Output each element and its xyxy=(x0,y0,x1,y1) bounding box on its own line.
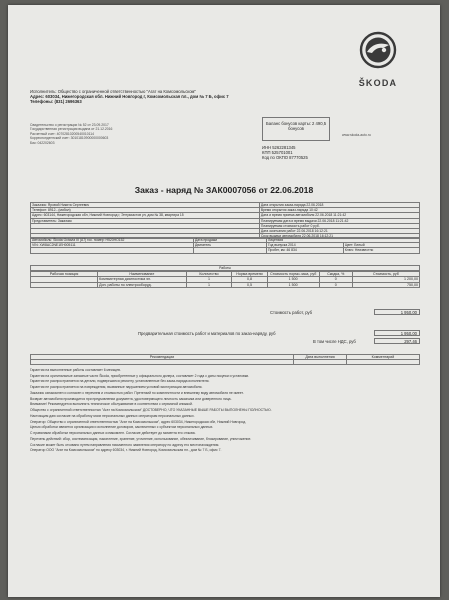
works-cell: Компьютерная диагностика эл. xyxy=(98,277,186,282)
order-title: Заказ - наряд № ЗАК0007056 от 22.06.2018 xyxy=(134,185,314,195)
terms-paragraph: Перечень действий: сбор, систематизация, накопление, хранение, уточнение, использование, обезличивание, блокирование, уничтожение. xyxy=(30,436,252,441)
executor-bank-block xyxy=(30,123,260,145)
registration-line-2: Государственная регистрация выдана от 21.12.2016 xyxy=(30,127,113,132)
works-cell: 750,00 xyxy=(352,282,419,287)
terms-paragraph: Гарантия на выполненные работы составляет 6 месяцев. xyxy=(30,368,121,372)
customer-info-cell: Телефон: 8912...(мобил) xyxy=(31,208,260,213)
order-info-cell: Срок выдачи автомобиля 22.06.2018 16:12:21 xyxy=(259,234,419,239)
vehicle-empty xyxy=(194,248,267,253)
works-cell: 0 xyxy=(319,277,352,282)
bik-code: Бик: 042202603 xyxy=(30,140,55,145)
kpp-line: КПП 525701001 xyxy=(262,150,293,156)
works-header-cell: Стоимость нормо-часа, руб xyxy=(267,272,319,277)
works-header-cell: Наименование xyxy=(98,272,186,277)
terms-paragraph: Возврат автомобиля производится при предъявлении документа, удостоверяющего личность заказчика или доверенного лица. xyxy=(30,396,232,401)
works-header-cell: Скидка, % xyxy=(319,272,352,277)
vat-value: 297,46 xyxy=(374,338,420,344)
terms-paragraph: Согласие может быть отозвано путем направления письменного заявления оператору по адресу его местонахождения. xyxy=(30,442,220,447)
works-cell: 1 500 xyxy=(267,282,319,287)
vehicle-sale-date: Дата продажи xyxy=(194,238,267,243)
ids-block xyxy=(262,145,382,161)
okpo-line: Код по ОКПО 87770525 xyxy=(262,155,308,161)
rec-cell xyxy=(347,360,420,365)
account-number: Расчетный счет: 40702810200540010114 xyxy=(30,131,95,136)
order-info-cell: Дата открытия заказ-наряда 22.06.2018 xyxy=(259,203,419,208)
registration-line: Свидетельство о регистрации № 52 от 23.09.2017 xyxy=(30,123,109,127)
inn-line: ИНН 5262281345 xyxy=(262,145,296,150)
vehicle-mileage: Пробег, км: 46 834 xyxy=(267,248,344,253)
pre-total-value: 1 950,00 xyxy=(374,330,420,336)
skoda-emblem-icon xyxy=(358,30,398,70)
pre-total-label: Предварительная стоимость работ и материалов по заказ-наряду, руб xyxy=(138,331,276,336)
works-cell: Доп. работы по электрооборуд. xyxy=(98,282,186,287)
executor-name: Исполнитель: Общество с ограниченной ответственностью "Агат на Комсомольском" xyxy=(30,89,196,94)
vat-label: В том числе НДС, руб xyxy=(313,339,356,344)
works-cell: 1 500 xyxy=(267,277,319,282)
rec-cell xyxy=(31,360,294,365)
order-info-cell: Время открытия заказ-наряда 10:42 xyxy=(259,208,419,213)
terms-paragraph: Гарантия на оригинальные запасные части Škoda, приобретенные у официального дилера, составляет 2 года с даты покупки и установки. xyxy=(30,373,250,378)
order-info-cell: Дата и время приема автомобиля 22.06.2018 11:21:42 xyxy=(259,213,419,218)
terms-paragraph: Оператор ООО "Агат на Комсомольском" по адресу 603034, г. Нижний Новгород, Комсомольская пл., дом № 7 Б, офис 7. xyxy=(30,448,222,453)
terms-paragraph: Внимание! Рекомендуется выполнять техническое обслуживание в соответствии с сервисной книжкой. xyxy=(30,402,193,407)
executor-block xyxy=(30,89,260,105)
customer-info-cell: Представитель: Заказчик xyxy=(31,218,260,223)
corr-account: Корреспондентский счет: 30101810900000000603 xyxy=(30,136,109,141)
terms-paragraph: С правилами обработки персональных данных ознакомлен. Согласие действует до момента его отзыва. xyxy=(30,431,196,436)
works-header-cell: Количество xyxy=(186,272,232,277)
customer-table xyxy=(30,202,420,239)
terms-paragraph: Гарантия не распространяется на повреждения, вызванные нарушением условий эксплуатации автомобиля. xyxy=(30,385,203,390)
vehicle-empty xyxy=(31,248,194,253)
works-cell xyxy=(31,282,98,287)
works-cell: 1 200,00 xyxy=(352,277,419,282)
document-page xyxy=(8,5,440,597)
terms-paragraph: Гарантия не распространяется на детали, подвергшиеся ремонту, установленные без заказ-наряда исполнителя. xyxy=(30,379,210,384)
rec-date-header: Дата выполнения xyxy=(294,355,347,360)
vehicle-color: Цвет: Белый xyxy=(343,243,419,248)
recommendations-table xyxy=(30,354,420,365)
order-info-cell: Планируемая дата и время выдачи 22.06.2018 11:21:42 xyxy=(259,218,419,223)
terms-paragraph: Целью обработки является организация и исполнение договоров, заключенных с субъектом персональных данных. xyxy=(30,425,214,430)
vehicle-row xyxy=(31,248,420,253)
vehicle-year: Год выпуска 2014 xyxy=(267,243,344,248)
bonus-box xyxy=(262,117,330,141)
terms-text xyxy=(30,368,420,454)
works-cell: 1 xyxy=(186,277,232,282)
vehicle-table xyxy=(30,237,420,254)
executor-address: Адрес: 603034, Нижегородская обл. Нижний Новгород г, Комсомольская пл., дом № 7 Б, офис 7 xyxy=(30,94,229,100)
executor-phone: Телефоны: (831) 2696363 xyxy=(30,99,82,105)
terms-paragraph: Настоящим даю согласие на обработку моих персональных данных операторам персональных данных. xyxy=(30,413,195,418)
order-info-cell: Дата окончания работ 22.06.2018 16:12:21 xyxy=(259,229,419,234)
brand-wordmark: ŠKODA xyxy=(358,78,398,88)
terms-paragraph: Заказчик ознакомлен и согласен с перечнем и стоимостью работ. Претензий по комплектности и внешнему виду автомобиля не имеет. xyxy=(30,390,244,395)
vehicle-engine: Двигатель xyxy=(194,243,267,248)
works-row xyxy=(31,282,420,287)
vehicle-license: Лицензия xyxy=(267,238,420,243)
works-sum-label: Стоимость работ, руб xyxy=(270,310,313,315)
vehicle-key: Ключ: Неизвестно xyxy=(343,248,419,253)
works-cell: 0 xyxy=(319,282,352,287)
recommendations-empty-row xyxy=(31,360,420,365)
customer-info-cell: Заказчик: Яровой Никита Сергеевич xyxy=(31,203,260,208)
order-info-cell: Планируемая стоимость работ 0 руб. xyxy=(259,223,419,228)
terms-paragraph: Оператор: Общество с ограниченной ответственностью "Агат на Комсомольском", адрес 603034, Нижегородская обл, Нижний Новгород. xyxy=(30,419,247,424)
works-header-cell: Рабочая позиция xyxy=(31,272,98,277)
customer-info-cell: Адрес: 603144, Нижегородская обл, Нижний Новгород г, Энтузиастов ул, дом № 38, квартира 15 xyxy=(31,213,260,218)
rec-cell xyxy=(294,360,347,365)
vehicle-vin: VIN: XW8AC2NE1EH005111 xyxy=(31,243,194,248)
terms-paragraph: Общество с ограниченной ответственностью "Агат на Комсомольском" ДОСТОВЕРНО, ЧТО УКАЗАННЫЕ ВЫШЕ РАБОТЫ ВЫПОЛНЕНЫ ПОЛНОСТЬЮ. xyxy=(30,408,272,413)
works-header-cell: Норма времени xyxy=(232,272,267,277)
website-text: www.skoda-auto.ru xyxy=(342,133,371,137)
works-cell: 1 xyxy=(186,282,232,287)
rec-comment-header: Комментарий xyxy=(347,355,420,360)
works-cell: 0,5 xyxy=(232,282,267,287)
works-table xyxy=(30,271,420,288)
works-sum-value: 1 950,00 xyxy=(374,309,420,315)
vehicle-model: Автомобиль: Škoda Octavia III (A7) гос. номер: Н520НО152 xyxy=(31,238,194,243)
works-header-cell: Стоимость, руб xyxy=(352,272,419,277)
works-cell: 0,8 xyxy=(232,277,267,282)
rec-header: Рекомендации xyxy=(31,355,294,360)
skoda-logo xyxy=(342,30,414,88)
bonus-balance: Баланс бонусов карты: 2 490,5 бонусов xyxy=(265,121,327,132)
works-caption: Работы xyxy=(30,265,420,271)
